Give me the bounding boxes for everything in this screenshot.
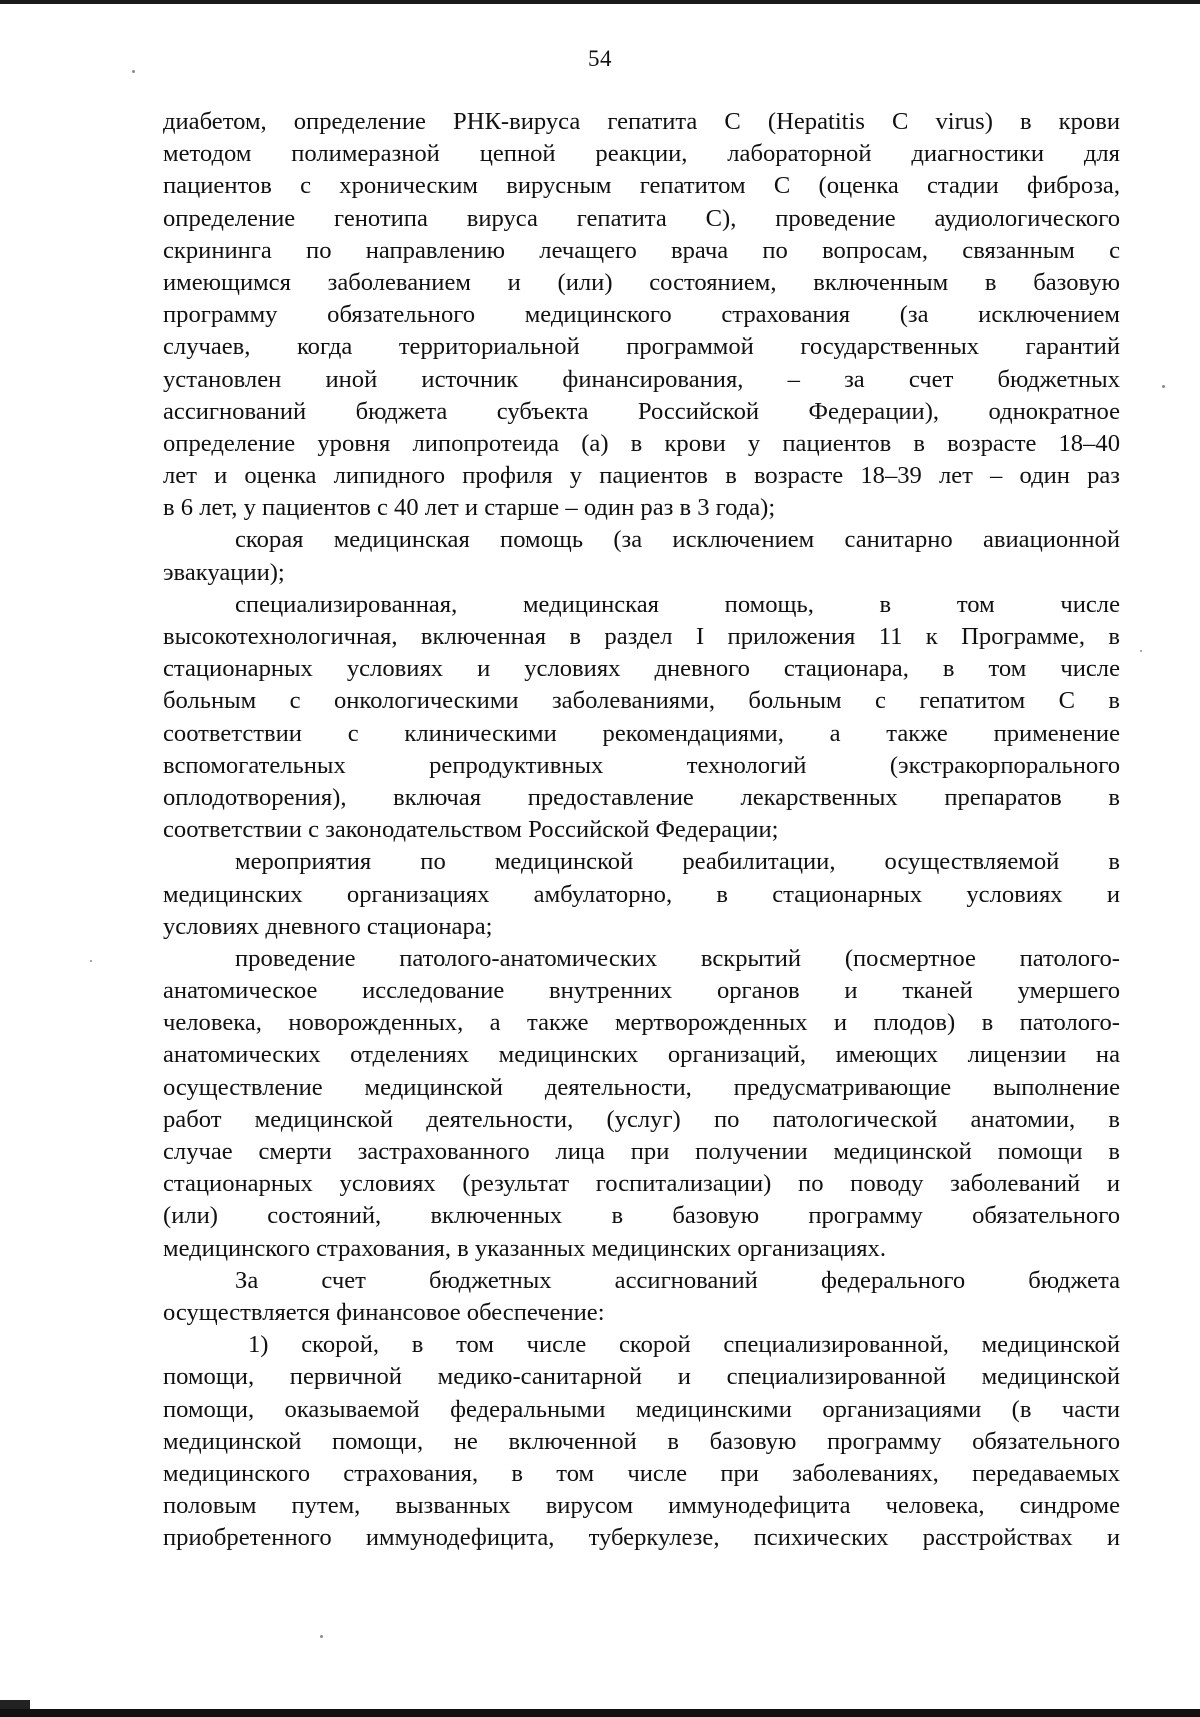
text-line: приобретенного иммунодефицита, туберкулезе, психических расстройствах и (163, 1524, 1120, 1552)
text-line: 1) скорой, в том числе скорой специализированной, медицинской (248, 1331, 1120, 1359)
text-line: пациентов с хроническим вирусным гепатитом С (оценка стадии фиброза, (163, 172, 1120, 200)
text-line: За счет бюджетных ассигнований федерального бюджета (235, 1266, 1120, 1294)
text-line: случаев, когда территориальной программой государственных гарантий (163, 333, 1120, 361)
text-line: осуществляется финансовое обеспечение: (163, 1298, 605, 1326)
text-line: помощи, оказываемой федеральными медицинскими организациями (в части (163, 1395, 1120, 1423)
text-line: диабетом, определение РНК-вируса гепатита С (Hepatitis C virus) в крови (163, 108, 1120, 135)
text-line: имеющимся заболеванием и (или) состоянием, включенным в базовую (163, 268, 1120, 296)
text-line: оплодотворения), включая предоставление лекарственных препаратов в (163, 783, 1120, 811)
text-line: случае смерти застрахованного лица при получении медицинской помощи в (163, 1138, 1120, 1165)
text-line: специализированная, медицинская помощь, в том числе (235, 590, 1120, 618)
text-line: медицинского страхования, в указанных медицинских организациях. (163, 1234, 887, 1262)
text-line: (или) состояний, включенных в базовую программу обязательного (163, 1202, 1120, 1230)
text-line: медицинской помощи, не включенной в базовую программу обязательного (163, 1427, 1120, 1455)
text-line: больным с онкологическими заболеваниями, больным с гепатитом С в (163, 687, 1120, 715)
text-line: работ медицинской деятельности, (услуг) по патологической анатомии, в (163, 1105, 1120, 1133)
page-number: 54 (588, 46, 612, 71)
text-line: эвакуации); (163, 558, 285, 586)
text-line: стационарных условиях (результат госпитализации) по поводу заболеваний и (163, 1170, 1120, 1198)
text-line: скорая медицинская помощь (за исключением санитарно авиационной (235, 526, 1120, 554)
document-body (163, 106, 1120, 1554)
text-line: мероприятия по медицинской реабилитации, осуществляемой в (235, 848, 1120, 876)
scan-speck (320, 1635, 323, 1638)
text-line: скрининга по направлению лечащего врача по вопросам, связанным с (163, 236, 1120, 264)
text-line: установлен иной источник финансирования, – за счет бюджетных (163, 365, 1120, 393)
text-line: соответствии с законодательством Российской Федерации; (163, 816, 779, 844)
text-line: методом полимеразной цепной реакции, лабораторной диагностики для (163, 140, 1120, 168)
text-line: помощи, первичной медико-санитарной и специализированной медицинской (163, 1363, 1120, 1391)
text-line: условиях дневного стационара; (163, 912, 493, 940)
text-line: вспомогательных репродуктивных технологий (экстракорпорального (163, 751, 1120, 779)
scan-speck (90, 960, 92, 962)
scan-top-edge (0, 0, 1200, 4)
scan-speck (132, 70, 135, 73)
scan-speck (1162, 385, 1165, 388)
text-line: половым путем, вызванных вирусом иммунодефицита человека, синдроме (163, 1492, 1120, 1520)
text-line: ассигнований бюджета субъекта Российской Федерации), однократное (163, 397, 1120, 425)
text-line: анатомических отделениях медицинских организаций, имеющих лицензии на (163, 1041, 1120, 1069)
scan-speck (1140, 650, 1142, 652)
text-line: высокотехнологичная, включенная в раздел I приложения 11 к Программе, в (163, 623, 1120, 650)
text-line: медицинских организациях амбулаторно, в стационарных условиях и (163, 880, 1120, 908)
text-line: соответствии с клиническими рекомендациями, а также применение (163, 719, 1120, 747)
text-line: в 6 лет, у пациентов с 40 лет и старше – один раз в 3 года); (163, 494, 776, 522)
text-line: проведение патолого-анатомических вскрытий (посмертное патолого- (235, 944, 1120, 972)
text-line: лет и оценка липидного профиля у пациентов в возрасте 18–39 лет – один раз (163, 462, 1120, 490)
text-line: программу обязательного медицинского страхования (за исключением (163, 301, 1120, 329)
text-line: человека, новорожденных, а также мертворожденных и плодов) в патолого- (163, 1009, 1120, 1037)
text-line: анатомическое исследование внутренних органов и тканей умершего (163, 977, 1120, 1005)
scan-bottom-edge (0, 1709, 1200, 1717)
text-line: осуществление медицинской деятельности, предусматривающие выполнение (163, 1073, 1120, 1101)
text-line: медицинского страхования, в том числе при заболеваниях, передаваемых (163, 1459, 1120, 1487)
text-line: определение уровня липопротеида (а) в крови у пациентов в возрасте 18–40 (163, 429, 1120, 457)
text-line: стационарных условиях и условиях дневного стационара, в том числе (163, 655, 1120, 683)
text-line: определение генотипа вируса гепатита С), проведение аудиологического (163, 204, 1120, 232)
